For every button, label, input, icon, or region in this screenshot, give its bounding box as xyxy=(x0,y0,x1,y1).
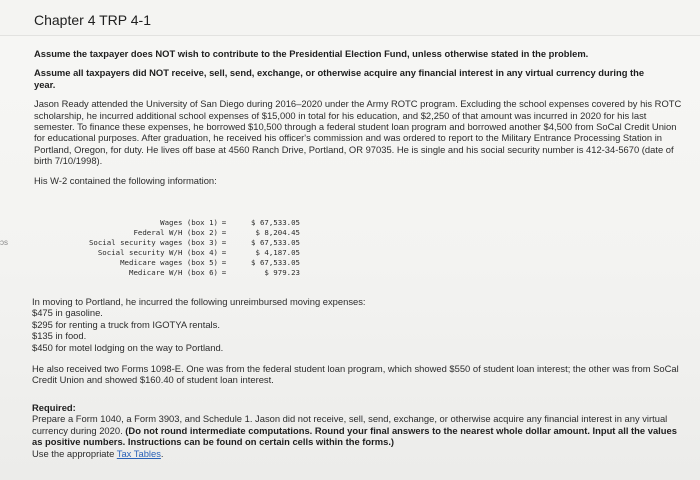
moving-item-motel: $450 for motel lodging on the way to Portland. xyxy=(32,341,224,353)
w2-row xyxy=(54,238,300,248)
problem-content xyxy=(34,48,682,194)
w2-value: $ 979.23 xyxy=(264,268,300,277)
w2-table xyxy=(54,218,300,278)
instruction-virtual-currency: Assume all taxpayers did NOT receive, sell, send, exchange, or otherwise acquire any financial interest in any virtual currency during the year. xyxy=(34,67,645,90)
w2-equals: = xyxy=(221,258,227,267)
moving-expenses xyxy=(32,296,366,353)
w2-row xyxy=(54,268,300,278)
tax-tables-link[interactable]: Tax Tables xyxy=(116,447,161,459)
tax-tables-line xyxy=(32,448,680,459)
w2-equals: = xyxy=(221,228,227,237)
required-text xyxy=(32,413,680,447)
edge-mark: ɔs xyxy=(0,238,8,247)
w2-label: Medicare W/H (box 6) xyxy=(129,268,218,277)
w2-label: Wages (box 1) xyxy=(160,218,218,227)
w2-row xyxy=(54,248,300,258)
w2-label: Federal W/H (box 2) xyxy=(133,228,218,237)
w2-value: $ 67,533.05 xyxy=(251,238,300,247)
required-text-plain: Prepare a Form 1040, a Form 3903, and Schedule 1. Jason did not receive, sell, send, exchange, or otherwise acquire any financial interest in any virtual currency during 2020. xyxy=(32,413,668,436)
w2-row xyxy=(54,258,300,268)
w2-row xyxy=(54,218,300,228)
moving-item-truck: $295 for renting a truck from IGOTYA rentals. xyxy=(32,318,220,330)
w2-value: $ 67,533.05 xyxy=(251,258,300,267)
moving-item-food: $135 in food. xyxy=(32,330,87,342)
instruction-election-fund: Assume the taxpayer does NOT wish to contribute to the Presidential Election Fund, unless otherwise stated in the problem. xyxy=(34,48,589,59)
w2-equals: = xyxy=(221,268,227,277)
required-section xyxy=(32,402,680,459)
required-heading: Required: xyxy=(32,402,76,413)
page-title: Chapter 4 TRP 4-1 xyxy=(34,12,151,28)
tax-tables-period: . xyxy=(160,447,164,459)
w2-label: Social security W/H (box 4) xyxy=(97,248,218,257)
moving-item-gasoline: $475 in gasoline. xyxy=(32,307,103,319)
w2-intro: His W-2 contained the following information: xyxy=(34,174,217,186)
story-paragraph: Jason Ready attended the University of San Diego during 2016–2020 under the Army ROTC program. Excluding the school expenses covered by his ROTC scholarship, he incurred additional school expenses of $15,000 in total for his education, and $2,250 of that amount was incurred in 2020 for his last semester. To finance these expenses, he borrowed $10,500 through a federal student loan program and borrowed another $4,500 from SoCal Credit Union for educational purposes. After graduation, he received his officer's commission and was ordered to report to the Military Entrance Processing Station in Portland, Oregon, for duty. He lives off base at 4560 Ranch Drive, Portland, OR 97035. He is single and his social security number is 412-34-5670 (date of birth 7/10/1998). xyxy=(34,98,682,167)
forms-1098e-paragraph: He also received two Forms 1098-E. One was from the federal student loan program, which showed $550 of student loan interest; the other was from SoCal Credit Union and showed $160.40 of student loan interest. xyxy=(32,363,679,386)
use-appropriate-text: Use the appropriate xyxy=(32,447,115,459)
w2-value: $ 8,204.45 xyxy=(255,228,300,237)
w2-label: Social security wages (box 3) xyxy=(88,238,218,247)
required-text-bold: (Do not round intermediate computations. Round your final answers to the nearest whole dollar amount. Input all the values as positive numbers. Instructions can be found on certain cells within the forms.) xyxy=(32,424,677,448)
w2-row xyxy=(54,228,300,238)
w2-equals: = xyxy=(221,218,227,227)
moving-intro: In moving to Portland, he incurred the following unreimbursed moving expenses: xyxy=(32,296,366,307)
w2-label: Medicare wages (box 5) xyxy=(120,258,218,267)
w2-equals: = xyxy=(221,248,227,257)
w2-value: $ 67,533.05 xyxy=(251,218,300,227)
w2-value: $ 4,187.05 xyxy=(255,248,300,257)
w2-equals: = xyxy=(221,238,227,247)
